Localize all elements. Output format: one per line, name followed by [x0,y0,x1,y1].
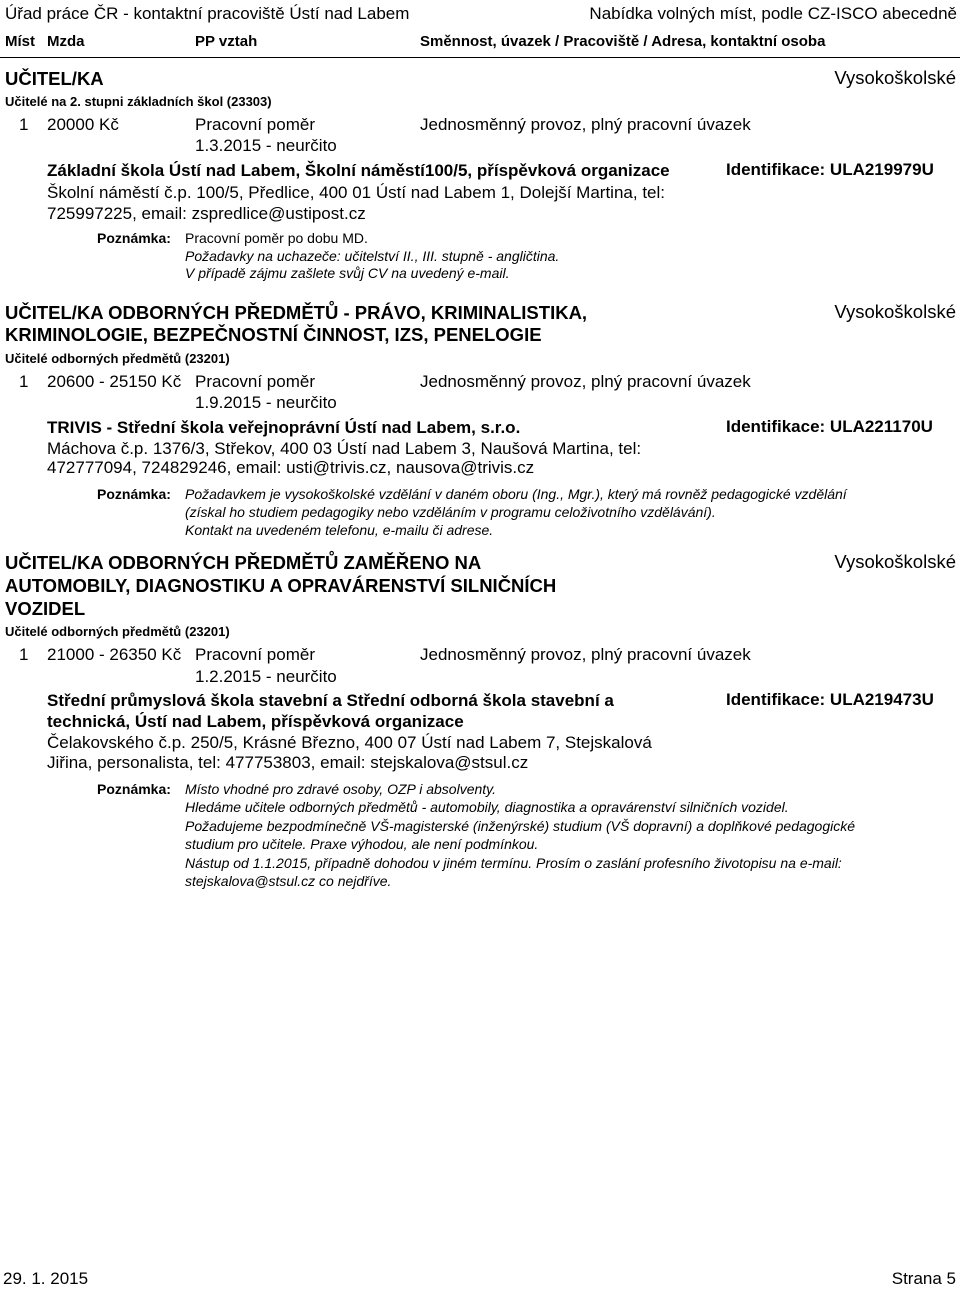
col-pp-vztah: PP vztah [195,33,258,50]
note-line: studium pro učitele. Praxe výhodou, ale není podmínkou. [185,836,539,852]
note-line: Místo vhodné pro zdravé osoby, OZP i absolventy. [185,781,497,797]
note-label: Poznámka: [97,781,171,797]
education-level: Vysokoškolské [834,67,956,88]
job-title: UČITEL/KA ODBORNÝCH PŘEDMĚTŮ - PRÁVO, KRIMINALISTIKA, [5,302,588,323]
note-line: V případě zájmu zašlete svůj CV na uvedený e-mail. [185,265,510,281]
address-line: Školní náměstí č.p. 100/5, Předlice, 400 01 Ústí nad Labem 1, Dolejší Martina, tel: [47,183,665,202]
note-line: Pracovní poměr po dobu MD. [185,230,368,246]
date-range: 1.9.2015 - neurčito [195,393,337,412]
identification: Identifikace: ULA219979U [726,160,934,179]
salary: 21000 - 26350 Kč [47,645,182,664]
education-level: Vysokoškolské [834,301,956,322]
employment-type: Pracovní poměr [195,372,315,391]
note-line: Požadavkem je vysokoškolské vzdělání v daném oboru (Ing., Mgr.), který má rovněž pedagogické vzdělání [185,486,847,502]
job-title: UČITEL/KA ODBORNÝCH PŘEDMĚTŮ ZAMĚŘENO NA [5,552,482,573]
job-title: AUTOMOBILY, DIAGNOSTIKU A OPRAVÁRENSTVÍ SILNIČNÍCH [5,575,557,596]
job-title: KRIMINOLOGIE, BEZPEČNOSTNÍ ČINNOST, IZS, PENELOGIE [5,324,542,345]
job-category: Učitelé odborných předmětů (23201) [5,351,230,366]
date-range: 1.2.2015 - neurčito [195,667,337,686]
education-level: Vysokoškolské [834,551,956,572]
header-office: Úřad práce ČR - kontaktní pracoviště Ústí nad Labem [5,4,410,23]
vacancy-count: 1 [19,372,29,391]
note-line: Požadavky na uchazeče: učitelství II., III. stupně - angličtina. [185,248,560,264]
address-line: 472777094, 724829246, email: usti@trivis.cz, nausova@trivis.cz [47,458,535,477]
note-line: Požadujeme bezpodmínečně VŠ-magisterské (inženýrské) studium (VŠ dopravní) a doplňkové pedagogické [185,818,856,834]
note-label: Poznámka: [97,486,171,502]
address-line: Čelakovského č.p. 250/5, Krásné Březno, 400 07 Ústí nad Labem 7, Stejskalová [47,733,652,752]
identification: Identifikace: ULA221170U [726,417,933,436]
employment-type: Pracovní poměr [195,645,315,664]
address-line: 725997225, email: zspredlice@ustipost.cz [47,204,366,223]
note-label: Poznámka: [97,230,171,246]
employer-name: Základní škola Ústí nad Labem, Školní náměstí100/5, příspěvková organizace [47,161,670,180]
footer-date: 29. 1. 2015 [3,1269,89,1288]
col-smennost: Směnnost, úvazek / Pracoviště / Adresa, kontaktní osoba [420,33,826,50]
job-title: VOZIDEL [5,598,86,619]
note-line: Nástup od 1.1.2015, případně dohodou v jiném termínu. Prosím o zaslání profesního životopisu na e-mail: [185,855,842,871]
note-line: Kontakt na uvedeném telefonu, e-mailu či adrese. [185,522,494,538]
shift-workload: Jednosměnný provoz, plný pracovní úvazek [420,372,751,391]
identification: Identifikace: ULA219473U [726,690,934,709]
address-line: Jiřina, personalista, tel: 477753803, email: stejskalova@stsul.cz [47,753,529,772]
note-line: Hledáme učitele odborných předmětů - automobily, diagnostika a opravárenství silničních vozidel. [185,799,789,815]
header-divider [0,57,960,58]
salary: 20000 Kč [47,115,119,134]
shift-workload: Jednosměnný provoz, plný pracovní úvazek [420,115,751,134]
employer-name: TRIVIS - Střední škola veřejnoprávní Ústí nad Labem, s.r.o. [47,418,521,437]
footer-page-number: Strana 5 [891,1269,956,1288]
vacancy-count: 1 [19,645,29,664]
note-line: (získal ho studiem pedagogiky nebo vzděláním v programu celoživotního vzdělávání). [185,504,716,520]
employer-name: technická, Ústí nad Labem, příspěvková organizace [47,712,464,731]
job-category: Učitelé na 2. stupni základních škol (23303) [5,94,272,109]
vacancy-count: 1 [19,115,29,134]
note-line: stejskalova@stsul.cz co nejdříve. [185,873,392,889]
header-listing-title: Nabídka volných míst, podle CZ-ISCO abecedně [589,4,957,23]
date-range: 1.3.2015 - neurčito [195,136,337,155]
employment-type: Pracovní poměr [195,115,315,134]
salary: 20600 - 25150 Kč [47,372,182,391]
job-category: Učitelé odborných předmětů (23201) [5,624,230,639]
col-mist: Míst [5,33,35,50]
job-title: UČITEL/KA [5,68,104,89]
employer-name: Střední průmyslová škola stavební a Střední odborná škola stavební a [47,691,614,710]
shift-workload: Jednosměnný provoz, plný pracovní úvazek [420,645,751,664]
address-line: Máchova č.p. 1376/3, Střekov, 400 03 Ústí nad Labem 3, Naušová Martina, tel: [47,439,642,458]
col-mzda: Mzda [47,33,85,50]
